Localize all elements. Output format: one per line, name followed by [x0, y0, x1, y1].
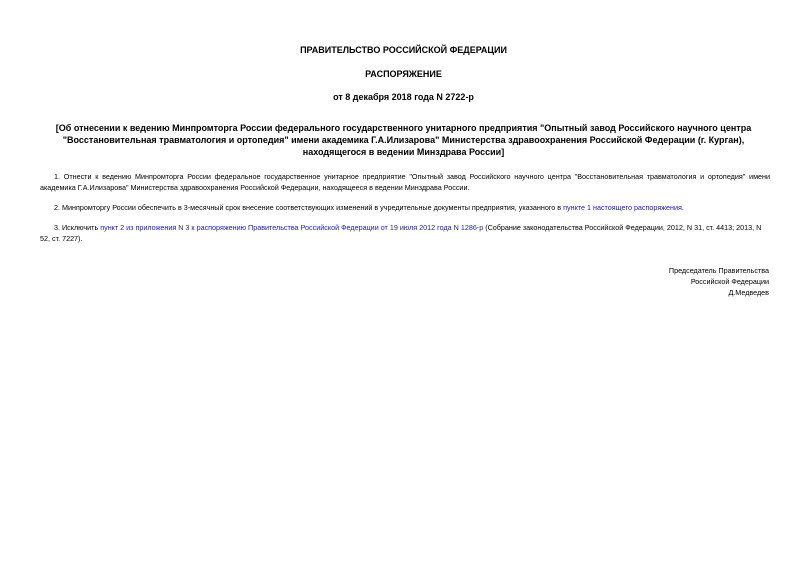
- paragraph-3-line-1: [40, 223, 770, 234]
- paragraph-3-text: 3. Исключить: [54, 223, 101, 232]
- document-title-line-3: находящегося в ведении Минздрава России]: [302, 147, 505, 157]
- document-kind-heading: РАСПОРЯЖЕНИЕ: [365, 69, 442, 79]
- paragraph-2-text: 2. Минпромторгу России обеспечить в 3-месячный срок внесение соответствующих изменений в учредительные документы предприятия, указанного в: [54, 203, 564, 212]
- government-heading: ПРАВИТЕЛЬСТВО РОССИЙСКОЙ ФЕДЕРАЦИИ: [300, 45, 507, 55]
- signature-position: Председатель Правительства: [668, 266, 769, 275]
- paragraph-3-citation: (Собрание законодательства Российской Федерации, 2012, N 31, ст. 4413; 2013, N: [483, 223, 762, 232]
- paragraph-1-line-2: академика Г.А.Илизарова" Министерства здравоохранения Российской Федерации, находящееся в ведении Минздрава России.: [40, 182, 470, 192]
- paragraph-1-line-1: 1. Отнести к ведению Минпромторга России федеральное государственное унитарное предприятие "Опытный завод Российского научного центра "Восстановительная травматология и ортопедия" имени: [54, 172, 770, 181]
- document-date-number: от 8 декабря 2018 года N 2722-р: [333, 92, 474, 102]
- paragraph-1: [40, 172, 770, 193]
- paragraph-3-line-2: 52, ст. 7227).: [40, 233, 83, 243]
- paragraph-2: [40, 203, 770, 214]
- signature-position-country: Российской Федерации: [690, 277, 769, 286]
- paragraph-3: [40, 223, 770, 244]
- paragraph-3-link[interactable]: пункт 2 из приложения N 3 к распоряжению Правительства Российской Федерации от 19 июля 2012 года N 1286-р: [100, 223, 484, 232]
- paragraph-2-end: .: [681, 203, 684, 212]
- document-title: [30, 122, 777, 158]
- document-title-line-1: [Об отнесении к ведению Минпромторга России федерального государственного унитарного предприятия "Опытный завод Российского научного центра: [55, 123, 752, 133]
- document-title-line-2: "Восстановительная травматология и ортопедия" имени академика Г.А.Илизарова" Министерства здравоохранения Российской Федерации (г. Курган),: [62, 135, 745, 145]
- signature-name: Д.Медведев: [728, 288, 769, 297]
- signature-block: [669, 265, 769, 298]
- paragraph-2-line-1: [40, 203, 770, 214]
- paragraph-2-link[interactable]: пункте 1 настоящего распоряжения: [563, 203, 682, 212]
